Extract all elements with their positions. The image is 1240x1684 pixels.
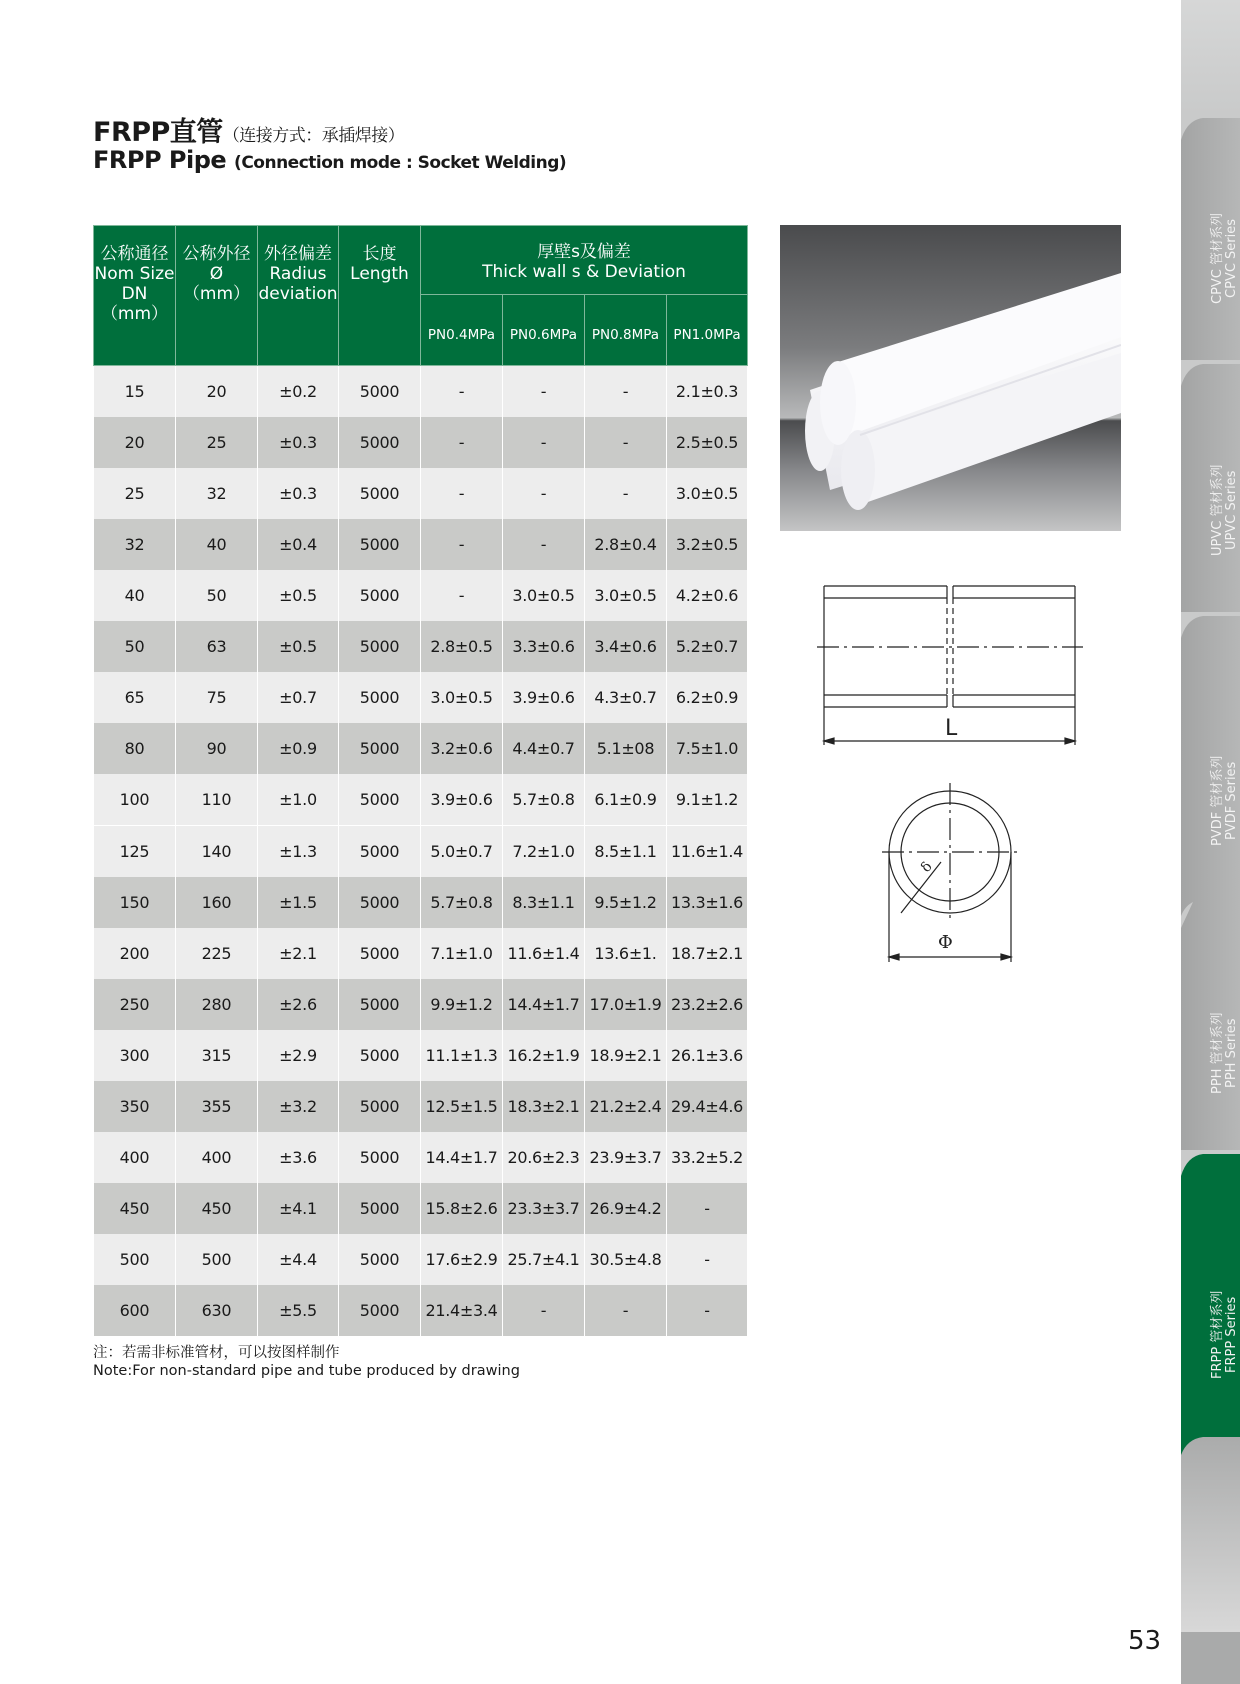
header-pn06: PN0.6MPa bbox=[503, 295, 585, 366]
cell-length: 5000 bbox=[339, 826, 421, 878]
cell-pn10: - bbox=[667, 1183, 748, 1234]
tab-corner-icon bbox=[1181, 902, 1240, 928]
header-thick-wall bbox=[421, 226, 748, 295]
cell-radius-deviation: ±0.5 bbox=[258, 570, 339, 621]
cell-length: 5000 bbox=[339, 468, 421, 519]
cell-length: 5000 bbox=[339, 570, 421, 621]
cell-pn06: - bbox=[503, 1285, 585, 1336]
footnote-en: Note:For non-standard pipe and tube produced by drawing bbox=[93, 1363, 520, 1379]
table-row bbox=[94, 1234, 748, 1285]
cell-radius-deviation: ±3.6 bbox=[258, 1132, 339, 1183]
cell-pn06: 3.3±0.6 bbox=[503, 621, 585, 672]
sidebar-tab-pvdf[interactable] bbox=[1181, 612, 1240, 902]
tab-corner-icon bbox=[1181, 612, 1240, 638]
header-text: 公称通径 bbox=[100, 244, 169, 264]
header-text: Ø bbox=[209, 264, 224, 284]
cell-pn10: - bbox=[667, 1285, 748, 1336]
cell-pn08: - bbox=[585, 366, 667, 418]
diameter-label: Φ bbox=[938, 932, 953, 953]
footnote bbox=[93, 1344, 520, 1380]
product-photo bbox=[780, 225, 1121, 531]
sidebar-tab-label bbox=[1211, 1012, 1239, 1094]
cell-pn04: 3.0±0.5 bbox=[421, 672, 503, 723]
cell-pn08: 30.5±4.8 bbox=[585, 1234, 667, 1285]
cell-nom-size: 15 bbox=[94, 366, 176, 418]
cell-pn06: 5.7±0.8 bbox=[503, 774, 585, 826]
cell-pn04: 3.2±0.6 bbox=[421, 723, 503, 774]
table-row bbox=[94, 366, 748, 418]
header-radius-deviation bbox=[258, 226, 339, 366]
cell-pn10: 2.1±0.3 bbox=[667, 366, 748, 418]
cell-length: 5000 bbox=[339, 1183, 421, 1234]
cell-length: 5000 bbox=[339, 417, 421, 468]
table-row bbox=[94, 1285, 748, 1336]
header-pn08: PN0.8MPa bbox=[585, 295, 667, 366]
header-nom-size bbox=[94, 226, 176, 366]
cell-radius-deviation: ±0.2 bbox=[258, 366, 339, 418]
cell-pn04: 12.5±1.5 bbox=[421, 1081, 503, 1132]
header-text: Radius bbox=[269, 264, 327, 284]
cell-pn10: 5.2±0.7 bbox=[667, 621, 748, 672]
cell-pn08: 9.5±1.2 bbox=[585, 877, 667, 928]
cell-length: 5000 bbox=[339, 774, 421, 826]
table-row bbox=[94, 774, 748, 826]
table-row bbox=[94, 1132, 748, 1183]
cell-pn04: - bbox=[421, 570, 503, 621]
header-text: （mm） bbox=[182, 284, 251, 304]
table-row bbox=[94, 1081, 748, 1132]
technical-drawing bbox=[810, 570, 1100, 970]
cell-pn06: 18.3±2.1 bbox=[503, 1081, 585, 1132]
sidebar-tab-upvc[interactable] bbox=[1181, 360, 1240, 612]
cell-pn06: 16.2±1.9 bbox=[503, 1030, 585, 1081]
cell-outer-diameter: 75 bbox=[176, 672, 258, 723]
cell-pn06: - bbox=[503, 417, 585, 468]
cell-radius-deviation: ±1.3 bbox=[258, 826, 339, 878]
cell-radius-deviation: ±5.5 bbox=[258, 1285, 339, 1336]
cell-pn08: 18.9±2.1 bbox=[585, 1030, 667, 1081]
cell-outer-diameter: 160 bbox=[176, 877, 258, 928]
cell-radius-deviation: ±3.2 bbox=[258, 1081, 339, 1132]
tab-label-cn: PVDF 管材系列 bbox=[1209, 755, 1225, 846]
sidebar-tab-label bbox=[1211, 213, 1239, 304]
cell-nom-size: 100 bbox=[94, 774, 176, 826]
tab-label-en: FRPP Series bbox=[1223, 1296, 1239, 1373]
cell-pn08: 23.9±3.7 bbox=[585, 1132, 667, 1183]
cell-pn04: 9.9±1.2 bbox=[421, 979, 503, 1030]
page-title-cn bbox=[93, 110, 404, 149]
cell-pn06: 7.2±1.0 bbox=[503, 826, 585, 878]
cell-nom-size: 40 bbox=[94, 570, 176, 621]
header-text: Nom Size bbox=[94, 264, 175, 284]
table-row bbox=[94, 723, 748, 774]
cell-nom-size: 80 bbox=[94, 723, 176, 774]
page-number: 53 bbox=[1128, 1626, 1162, 1656]
cell-outer-diameter: 40 bbox=[176, 519, 258, 570]
cell-pn04: 2.8±0.5 bbox=[421, 621, 503, 672]
cell-nom-size: 20 bbox=[94, 417, 176, 468]
cell-radius-deviation: ±4.1 bbox=[258, 1183, 339, 1234]
sidebar-tab-label bbox=[1211, 1291, 1239, 1379]
tab-label-cn: UPVC 管材系列 bbox=[1209, 464, 1225, 556]
cell-pn06: 23.3±3.7 bbox=[503, 1183, 585, 1234]
cell-length: 5000 bbox=[339, 366, 421, 418]
sidebar-spacer-top bbox=[1181, 0, 1240, 114]
cell-length: 5000 bbox=[339, 1081, 421, 1132]
sidebar-tab-cpvc[interactable] bbox=[1181, 114, 1240, 360]
cell-pn10: 29.4±4.6 bbox=[667, 1081, 748, 1132]
cell-radius-deviation: ±0.4 bbox=[258, 519, 339, 570]
sidebar-spacer-bottom bbox=[1181, 1435, 1240, 1632]
cell-length: 5000 bbox=[339, 621, 421, 672]
cell-pn06: 11.6±1.4 bbox=[503, 928, 585, 979]
table-row bbox=[94, 928, 748, 979]
cell-outer-diameter: 500 bbox=[176, 1234, 258, 1285]
cell-length: 5000 bbox=[339, 1285, 421, 1336]
cell-outer-diameter: 63 bbox=[176, 621, 258, 672]
cell-radius-deviation: ±0.3 bbox=[258, 417, 339, 468]
tab-label-cn: CPVC 管材系列 bbox=[1209, 212, 1225, 304]
cell-pn06: - bbox=[503, 366, 585, 418]
cell-outer-diameter: 225 bbox=[176, 928, 258, 979]
sidebar-tab-pph[interactable] bbox=[1181, 902, 1240, 1150]
cell-nom-size: 200 bbox=[94, 928, 176, 979]
cell-pn08: 6.1±0.9 bbox=[585, 774, 667, 826]
sidebar-tab-label bbox=[1211, 756, 1239, 846]
cell-length: 5000 bbox=[339, 1234, 421, 1285]
tab-corner-icon bbox=[1181, 1435, 1240, 1461]
cell-radius-deviation: ±0.3 bbox=[258, 468, 339, 519]
table-row bbox=[94, 877, 748, 928]
table-row bbox=[94, 468, 748, 519]
cell-radius-deviation: ±1.5 bbox=[258, 877, 339, 928]
cell-pn10: 18.7±2.1 bbox=[667, 928, 748, 979]
cell-pn10: 13.3±1.6 bbox=[667, 877, 748, 928]
tab-label-en: PVDF Series bbox=[1223, 761, 1239, 840]
sidebar-tab-label bbox=[1211, 465, 1239, 556]
cell-outer-diameter: 315 bbox=[176, 1030, 258, 1081]
cell-pn04: 5.0±0.7 bbox=[421, 826, 503, 878]
header-text: （mm） bbox=[100, 304, 169, 324]
cell-pn10: 26.1±3.6 bbox=[667, 1030, 748, 1081]
cell-outer-diameter: 450 bbox=[176, 1183, 258, 1234]
cell-outer-diameter: 110 bbox=[176, 774, 258, 826]
header-text: 厚壁s及偏差 bbox=[537, 242, 631, 262]
cell-outer-diameter: 280 bbox=[176, 979, 258, 1030]
length-label: L bbox=[945, 716, 958, 741]
cell-length: 5000 bbox=[339, 928, 421, 979]
cell-nom-size: 25 bbox=[94, 468, 176, 519]
cell-pn06: - bbox=[503, 519, 585, 570]
cell-outer-diameter: 400 bbox=[176, 1132, 258, 1183]
cell-pn10: 2.5±0.5 bbox=[667, 417, 748, 468]
cell-pn04: - bbox=[421, 417, 503, 468]
cell-pn04: 3.9±0.6 bbox=[421, 774, 503, 826]
cell-outer-diameter: 50 bbox=[176, 570, 258, 621]
cell-length: 5000 bbox=[339, 979, 421, 1030]
cell-outer-diameter: 32 bbox=[176, 468, 258, 519]
sidebar-footer-block bbox=[1181, 1632, 1240, 1684]
cell-pn08: 3.4±0.6 bbox=[585, 621, 667, 672]
cell-length: 5000 bbox=[339, 1132, 421, 1183]
cell-pn10: 33.2±5.2 bbox=[667, 1132, 748, 1183]
cell-pn04: 11.1±1.3 bbox=[421, 1030, 503, 1081]
cell-nom-size: 250 bbox=[94, 979, 176, 1030]
cell-radius-deviation: ±4.4 bbox=[258, 1234, 339, 1285]
cell-pn10: 4.2±0.6 bbox=[667, 570, 748, 621]
cell-outer-diameter: 90 bbox=[176, 723, 258, 774]
cell-radius-deviation: ±2.1 bbox=[258, 928, 339, 979]
cell-pn06: - bbox=[503, 468, 585, 519]
table-row bbox=[94, 826, 748, 878]
spec-table bbox=[93, 225, 748, 1336]
cell-length: 5000 bbox=[339, 1030, 421, 1081]
header-text: DN bbox=[121, 284, 148, 304]
title-en-main: FRPP Pipe bbox=[93, 146, 227, 174]
cell-pn04: - bbox=[421, 468, 503, 519]
cell-nom-size: 50 bbox=[94, 621, 176, 672]
cell-nom-size: 32 bbox=[94, 519, 176, 570]
tab-label-cn: FRPP 管材系列 bbox=[1209, 1290, 1225, 1379]
cell-pn04: 17.6±2.9 bbox=[421, 1234, 503, 1285]
table-row bbox=[94, 621, 748, 672]
cell-nom-size: 150 bbox=[94, 877, 176, 928]
cell-length: 5000 bbox=[339, 672, 421, 723]
cell-pn10: - bbox=[667, 1234, 748, 1285]
cell-pn04: 21.4±3.4 bbox=[421, 1285, 503, 1336]
tab-corner-icon bbox=[1181, 114, 1240, 140]
cell-pn04: - bbox=[421, 366, 503, 418]
cell-outer-diameter: 20 bbox=[176, 366, 258, 418]
cell-pn08: 5.1±08 bbox=[585, 723, 667, 774]
header-text: Thick wall s & Deviation bbox=[482, 262, 686, 282]
cell-length: 5000 bbox=[339, 877, 421, 928]
cell-pn08: 3.0±0.5 bbox=[585, 570, 667, 621]
series-sidebar bbox=[1181, 0, 1240, 1684]
table-row bbox=[94, 519, 748, 570]
cell-pn08: 4.3±0.7 bbox=[585, 672, 667, 723]
tab-label-en: CPVC Series bbox=[1223, 218, 1239, 298]
cell-radius-deviation: ±0.7 bbox=[258, 672, 339, 723]
header-text: deviation bbox=[258, 284, 338, 304]
cell-nom-size: 400 bbox=[94, 1132, 176, 1183]
cell-nom-size: 600 bbox=[94, 1285, 176, 1336]
cell-length: 5000 bbox=[339, 723, 421, 774]
cell-pn06: 8.3±1.1 bbox=[503, 877, 585, 928]
cell-pn06: 3.0±0.5 bbox=[503, 570, 585, 621]
cell-pn08: 2.8±0.4 bbox=[585, 519, 667, 570]
cell-pn10: 23.2±2.6 bbox=[667, 979, 748, 1030]
wall-thickness-label: δ bbox=[918, 858, 936, 876]
cell-radius-deviation: ±0.5 bbox=[258, 621, 339, 672]
cell-pn06: 25.7±4.1 bbox=[503, 1234, 585, 1285]
cell-pn04: 5.7±0.8 bbox=[421, 877, 503, 928]
cell-outer-diameter: 25 bbox=[176, 417, 258, 468]
header-outer-diameter bbox=[176, 226, 258, 366]
table-row bbox=[94, 672, 748, 723]
cell-pn10: 6.2±0.9 bbox=[667, 672, 748, 723]
table-row bbox=[94, 979, 748, 1030]
sidebar-tab-frpp-active[interactable] bbox=[1181, 1150, 1240, 1435]
cell-radius-deviation: ±1.0 bbox=[258, 774, 339, 826]
cell-pn04: 15.8±2.6 bbox=[421, 1183, 503, 1234]
cell-pn04: - bbox=[421, 519, 503, 570]
table-row bbox=[94, 1030, 748, 1081]
cell-pn08: - bbox=[585, 1285, 667, 1336]
cell-pn10: 3.2±0.5 bbox=[667, 519, 748, 570]
header-pn10: PN1.0MPa bbox=[667, 295, 748, 366]
cell-pn08: - bbox=[585, 417, 667, 468]
title-cn-subtitle: （连接方式：承插焊接） bbox=[222, 126, 405, 146]
title-en-subtitle: (Connection mode : Socket Welding) bbox=[234, 153, 567, 173]
pipes-illustration bbox=[780, 225, 1121, 531]
cell-radius-deviation: ±0.9 bbox=[258, 723, 339, 774]
footnote-cn: 注：若需非标准管材，可以按图样制作 bbox=[93, 1345, 340, 1361]
tab-label-en: UPVC Series bbox=[1223, 470, 1239, 550]
tab-corner-icon bbox=[1181, 1150, 1240, 1176]
cell-nom-size: 450 bbox=[94, 1183, 176, 1234]
cell-radius-deviation: ±2.9 bbox=[258, 1030, 339, 1081]
cell-outer-diameter: 355 bbox=[176, 1081, 258, 1132]
cell-radius-deviation: ±2.6 bbox=[258, 979, 339, 1030]
header-text: Length bbox=[350, 264, 409, 284]
cell-nom-size: 350 bbox=[94, 1081, 176, 1132]
cell-pn08: 17.0±1.9 bbox=[585, 979, 667, 1030]
cell-pn10: 7.5±1.0 bbox=[667, 723, 748, 774]
tab-corner-icon bbox=[1181, 360, 1240, 386]
cell-pn10: 9.1±1.2 bbox=[667, 774, 748, 826]
tab-label-en: PPH Series bbox=[1223, 1018, 1239, 1088]
cell-outer-diameter: 630 bbox=[176, 1285, 258, 1336]
header-text: 长度 bbox=[362, 244, 397, 264]
page-title-en bbox=[93, 146, 566, 174]
header-text: 外径偏差 bbox=[264, 244, 332, 264]
cell-pn10: 11.6±1.4 bbox=[667, 826, 748, 878]
cell-pn04: 14.4±1.7 bbox=[421, 1132, 503, 1183]
table-row bbox=[94, 570, 748, 621]
title-cn-main: FRPP直管 bbox=[93, 117, 223, 148]
cell-pn08: 21.2±2.4 bbox=[585, 1081, 667, 1132]
cell-pn06: 14.4±1.7 bbox=[503, 979, 585, 1030]
cell-pn08: - bbox=[585, 468, 667, 519]
cell-pn10: 3.0±0.5 bbox=[667, 468, 748, 519]
cell-nom-size: 300 bbox=[94, 1030, 176, 1081]
cell-nom-size: 500 bbox=[94, 1234, 176, 1285]
cell-pn06: 20.6±2.3 bbox=[503, 1132, 585, 1183]
cell-outer-diameter: 140 bbox=[176, 826, 258, 878]
cell-nom-size: 125 bbox=[94, 826, 176, 878]
spec-table-body bbox=[94, 366, 748, 1337]
cell-length: 5000 bbox=[339, 519, 421, 570]
cell-pn08: 8.5±1.1 bbox=[585, 826, 667, 878]
header-length bbox=[339, 226, 421, 366]
cell-pn06: 4.4±0.7 bbox=[503, 723, 585, 774]
header-pn04: PN0.4MPa bbox=[421, 295, 503, 366]
cell-pn04: 7.1±1.0 bbox=[421, 928, 503, 979]
cell-pn08: 13.6±1. bbox=[585, 928, 667, 979]
cell-pn08: 26.9±4.2 bbox=[585, 1183, 667, 1234]
cell-pn06: 3.9±0.6 bbox=[503, 672, 585, 723]
table-row bbox=[94, 417, 748, 468]
table-row bbox=[94, 1183, 748, 1234]
tab-label-cn: PPH 管材系列 bbox=[1209, 1012, 1225, 1094]
cell-nom-size: 65 bbox=[94, 672, 176, 723]
header-text: 公称外径 bbox=[182, 244, 251, 264]
